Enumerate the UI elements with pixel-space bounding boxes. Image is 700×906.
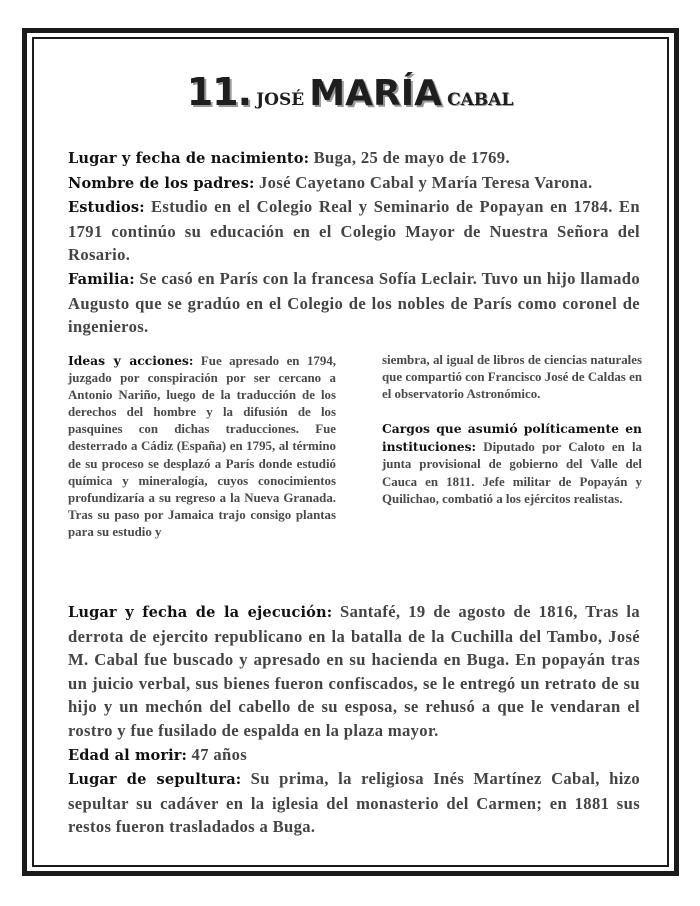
age-value: 47 años — [191, 744, 248, 764]
age-label: Edad al morir: — [68, 746, 188, 764]
positions-value: Diputado por Caloto en la junta provisional de gobierno del Valle del Cauca en 1811. Jefe militar de Popayán y Quilichao, combatió a los ejércitos realistas. — [382, 440, 642, 506]
parents-label: Nombre de los padres: — [68, 174, 255, 192]
biography-top-section — [68, 146, 640, 339]
burial-entry — [68, 767, 640, 839]
page-title — [0, 70, 700, 114]
family-value: Se casó en París con la francesa Sofía Leclair. Tuvo un hijo llamado Augusto que se gradúo en el Colegio de los nobles de París como coronel de ingenieros. — [68, 268, 640, 337]
positions-column — [382, 352, 642, 508]
execution-entry — [68, 600, 640, 743]
studies-value: Estudio en el Colegio Real y Seminario de Popayan en 1784. En 1791 continúo su educación en el Colegio Mayor de Nuestra Señora del Rosario. — [68, 197, 641, 265]
studies-entry — [68, 195, 640, 267]
title-number: 11. — [186, 70, 252, 114]
family-label: Familia: — [68, 270, 135, 288]
birth-value: Buga, 25 de mayo de 1769. — [313, 148, 510, 167]
execution-label: Lugar y fecha de la ejecución: — [68, 604, 333, 621]
ideas-continuation-text: siembra, al igual de libros de ciencias naturales que compartió con Francisco José de Caldas en el observatorio Astronómico. — [382, 353, 642, 402]
positions-label: Cargos que asumió políticamente en instituciones: — [382, 421, 642, 455]
title-first-name: JOSÉ — [256, 90, 305, 110]
ideas-column — [68, 352, 336, 541]
age-entry — [68, 743, 640, 768]
ideas-entry — [68, 352, 336, 541]
positions-entry — [382, 420, 642, 507]
ideas-continuation — [382, 352, 642, 403]
parents-value: José Cayetano Cabal y María Teresa Varona. — [258, 172, 593, 192]
family-entry — [68, 267, 640, 339]
ideas-label: Ideas y acciones: — [68, 353, 194, 368]
title-middle-name: MARÍA — [309, 73, 442, 114]
burial-label: Lugar de sepultura: — [68, 771, 242, 789]
execution-value: Santafé, 19 de agosto de 1816, Tras la derrota de ejercito republicano en la batalla de la Cuchilla del Tambo, José M. Cabal fue buscado y apresado en su hacienda en Buga. En popayán tras un juicio verbal, sus bienes fueron confiscados, se le entregó un retrato de su hijo y un mechón del cabello de su esposa, se rehusó a que le vendaran el rostro y fue fusilado de espalda en la plaza mayor. — [68, 602, 640, 740]
burial-value: Su prima, la religiosa Inés Martínez Cabal, hizo sepultar su cadáver en la iglesia del monasterio del Carmen; en 1881 sus restos fueron trasladados a Buga. — [68, 769, 641, 837]
parents-entry — [68, 171, 640, 196]
studies-label: Estudios: — [68, 199, 145, 217]
title-last-name: CABAL — [447, 90, 514, 110]
biography-bottom-section — [68, 600, 640, 839]
birth-entry — [68, 146, 640, 171]
ideas-value: Fue apresado en 1794, juzgado por conspiración por ser cercano a Antonio Nariño, luego de la traducción de los derechos del hombre y la difusión de los pasquines con dichas traducciones. Fue desterrado a Cádiz (España) en 1795, al término de su proceso se desplazó a París donde estudió química y mineralogía, cuyos conocimientos profundizaría a su regreso a la Nueva Granada. Tras su paso por Jamaica trajo consigo plantas para su estudio y — [68, 354, 336, 539]
birth-label: Lugar y fecha de nacimiento: — [68, 150, 310, 167]
